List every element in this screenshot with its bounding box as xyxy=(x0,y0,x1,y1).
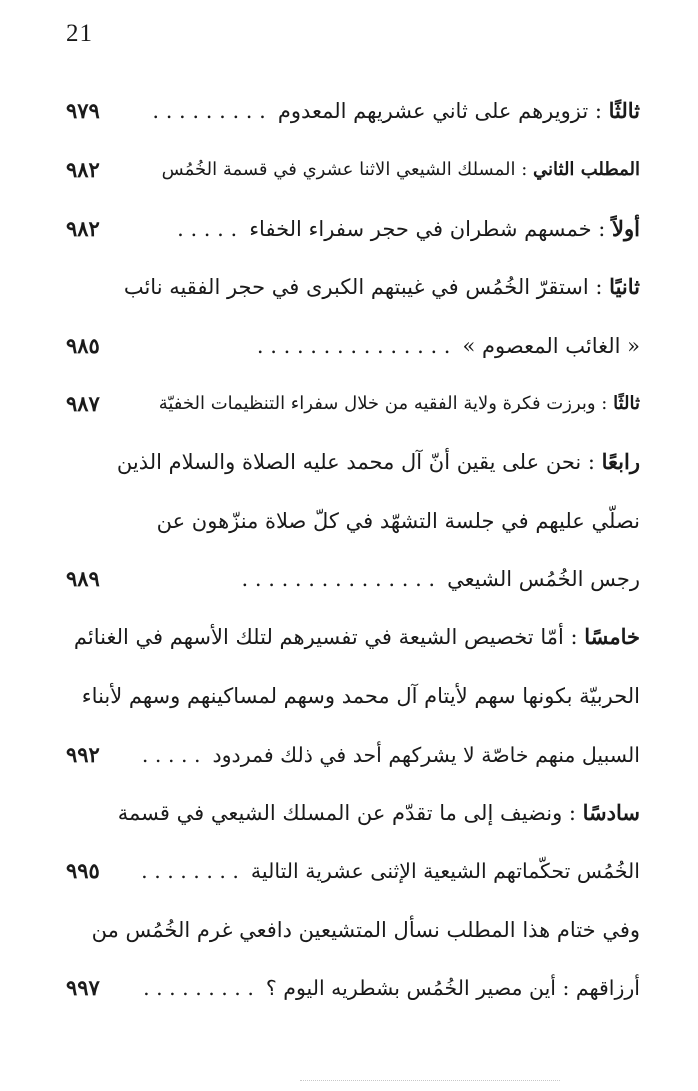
entry-lead: ثانيًا xyxy=(609,274,640,299)
toc-entry xyxy=(60,617,640,657)
toc-entry xyxy=(60,91,640,131)
entry-page-number: ٩٨٧ xyxy=(66,391,100,416)
toc-entry xyxy=(60,209,640,249)
toc-entry xyxy=(60,851,640,891)
toc-entry xyxy=(60,267,640,307)
entry-lead: خامسًا xyxy=(584,624,640,649)
toc-entry xyxy=(60,442,640,482)
leader-dots: . . . . . xyxy=(177,217,238,241)
entry-text: : المسلك الشيعي الاثنا عشري في قسمة الخُمُس xyxy=(161,159,534,180)
leader-dots: . . . . . xyxy=(141,743,201,767)
leader-dots: . . . . . . . . . xyxy=(152,99,266,123)
entry-text: نصلّي عليهم في جلسة التشهّد في كلّ صلاة منزّهون عن xyxy=(156,509,640,533)
entry-lead: سادسًا xyxy=(582,800,640,825)
entry-text: « الغائب المعصوم » xyxy=(462,334,640,358)
entry-page-number: ٩٨٩ xyxy=(66,566,100,591)
page-number: 21 xyxy=(66,20,93,47)
entry-text: وفي ختام هذا المطلب نسأل المتشيعين دافعي غرم الخُمُس من xyxy=(91,918,640,942)
toc-entry xyxy=(60,559,640,599)
toc-entry xyxy=(60,793,640,833)
entry-text: : استقرّ الخُمُس في غيبتهم الكبرى في حجر الفقيه نائب xyxy=(123,275,610,299)
entry-page-number: ٩٩٥ xyxy=(66,858,100,883)
entry-lead: ثالثًا xyxy=(608,98,640,123)
toc-entry xyxy=(60,735,640,775)
toc-entry xyxy=(60,910,640,950)
entry-page-number: ٩٨٢ xyxy=(66,216,100,241)
entry-text: : نحن على يقين أنّ آل محمد عليه الصلاة والسلام الذين xyxy=(116,450,602,474)
entry-lead: ثالثًا xyxy=(613,393,640,414)
entry-lead: أولاً xyxy=(612,216,640,241)
entry-text: السبيل منهم خاصّة لا يشركهم أحد في ذلك فمردود xyxy=(212,743,640,767)
toc-entry xyxy=(60,150,640,190)
leader-dots: . . . . . . . . . xyxy=(143,976,254,1000)
scan-artifact xyxy=(300,1080,560,1083)
entry-text: : ونضيف إلى ما تقدّم عن المسلك الشيعي في قسمة xyxy=(117,801,583,825)
entry-page-number: ٩٨٢ xyxy=(66,157,100,182)
leader-dots: . . . . . . . . xyxy=(141,859,239,883)
toc-entry xyxy=(60,501,640,541)
leader-dots: . . . . . . . . . . . . . . . xyxy=(256,334,451,358)
entry-page-number: ٩٩٧ xyxy=(66,975,100,1000)
leader-dots: . . . . . . . . . . . . . . . xyxy=(241,567,436,591)
entry-lead: المطلب الثاني xyxy=(533,159,640,180)
entry-text: أرزاقهم : أين مصير الخُمُس بشطريه اليوم ؟ xyxy=(265,976,640,1000)
entry-text: : خمسهم شطران في حجر سفراء الخفاء xyxy=(249,217,613,241)
entry-text: : أمّا تخصيص الشيعة في تفسيرهم لتلك الأسهم في الغنائم xyxy=(73,625,585,649)
entry-lead: رابعًا xyxy=(601,449,640,474)
toc-entry xyxy=(60,326,640,366)
entry-page-number: ٩٧٩ xyxy=(66,98,100,123)
toc-entry xyxy=(60,384,640,424)
entry-page-number: ٩٨٥ xyxy=(66,333,100,358)
entry-text: رجس الخُمُس الشيعي xyxy=(447,567,640,591)
entry-text: الحربيّة بكونها سهم لأيتام آل محمد وسهم لمساكينهم وسهم لأبناء xyxy=(81,684,640,708)
entry-text: : تزويرهم على ثاني عشريهم المعدوم xyxy=(277,99,609,123)
entry-page-number: ٩٩٢ xyxy=(66,742,100,767)
toc-entry xyxy=(60,968,640,1008)
toc-entry xyxy=(60,676,640,716)
entry-text: : وبرزت فكرة ولاية الفقيه من خلال سفراء التنظيمات الخفيّة xyxy=(158,393,614,414)
entry-text: الخُمُس تحكّماتهم الشيعية الإثنى عشرية التالية xyxy=(250,859,640,883)
